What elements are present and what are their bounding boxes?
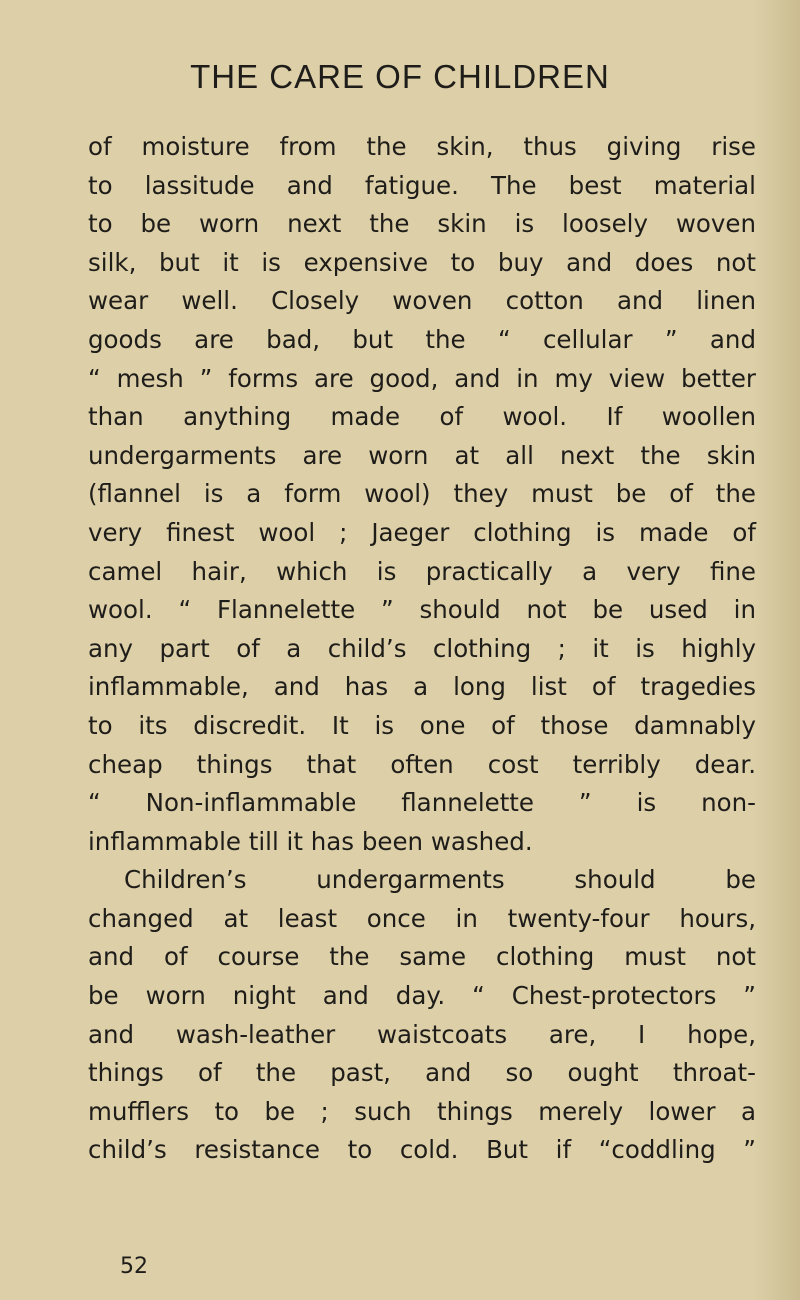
text-line: undergarments are worn at all next the skin	[88, 440, 756, 470]
text-line: than anything made of wool. If woollen	[88, 402, 756, 432]
text-line: “ mesh ” forms are good, and in my view better	[88, 363, 756, 393]
text-line: changed at least once in twenty-four hours,	[88, 903, 756, 933]
text-line: of moisture from the skin, thus giving rise	[88, 132, 756, 161]
text-line: inflammable till it has been washed.	[88, 826, 533, 856]
text-line: be worn night and day. “ Chest-protectors ”	[88, 981, 756, 1011]
text-line: and of course the same clothing must not	[88, 942, 756, 972]
text-line: to be worn next the skin is loosely woven	[88, 209, 756, 239]
body-text	[88, 128, 756, 1170]
text-line: camel hair, which is practically a very fine	[88, 556, 756, 586]
text-line: “ Non-inflammable flannelette ” is non-	[88, 788, 756, 818]
text-line: cheap things that often cost terribly dear.	[88, 749, 756, 779]
text-line: (flannel is a form wool) they must be of the	[88, 479, 756, 509]
text-line: goods are bad, but the “ cellular ” and	[88, 324, 756, 354]
text-line: very finest wool ; Jaeger clothing is made of	[88, 517, 756, 547]
text-line: to lassitude and fatigue. The best material	[88, 170, 756, 200]
text-line: mufflers to be ; such things merely lower a	[88, 1096, 756, 1126]
text-line: and wash-leather waistcoats are, I hope,	[88, 1019, 756, 1049]
text-line: wool. “ Flannelette ” should not be used in	[88, 595, 756, 625]
text-line: any part of a child’s clothing ; it is highly	[88, 633, 756, 663]
text-line: wear well. Closely woven cotton and linen	[88, 286, 756, 316]
text-line: child’s resistance to cold. But if “coddling ”	[88, 1135, 756, 1165]
text-line: inflammable, and has a long list of tragedies	[88, 672, 756, 702]
text-line: things of the past, and so ought throat-	[88, 1058, 756, 1088]
running-head: THE CARE OF CHILDREN	[190, 58, 610, 95]
text-line: silk, but it is expensive to buy and does not	[88, 247, 756, 277]
text-line: to its discredit. It is one of those damnably	[88, 710, 756, 740]
text-line: Children’s undergarments should be	[124, 865, 756, 895]
page-number: 52	[120, 1254, 148, 1279]
